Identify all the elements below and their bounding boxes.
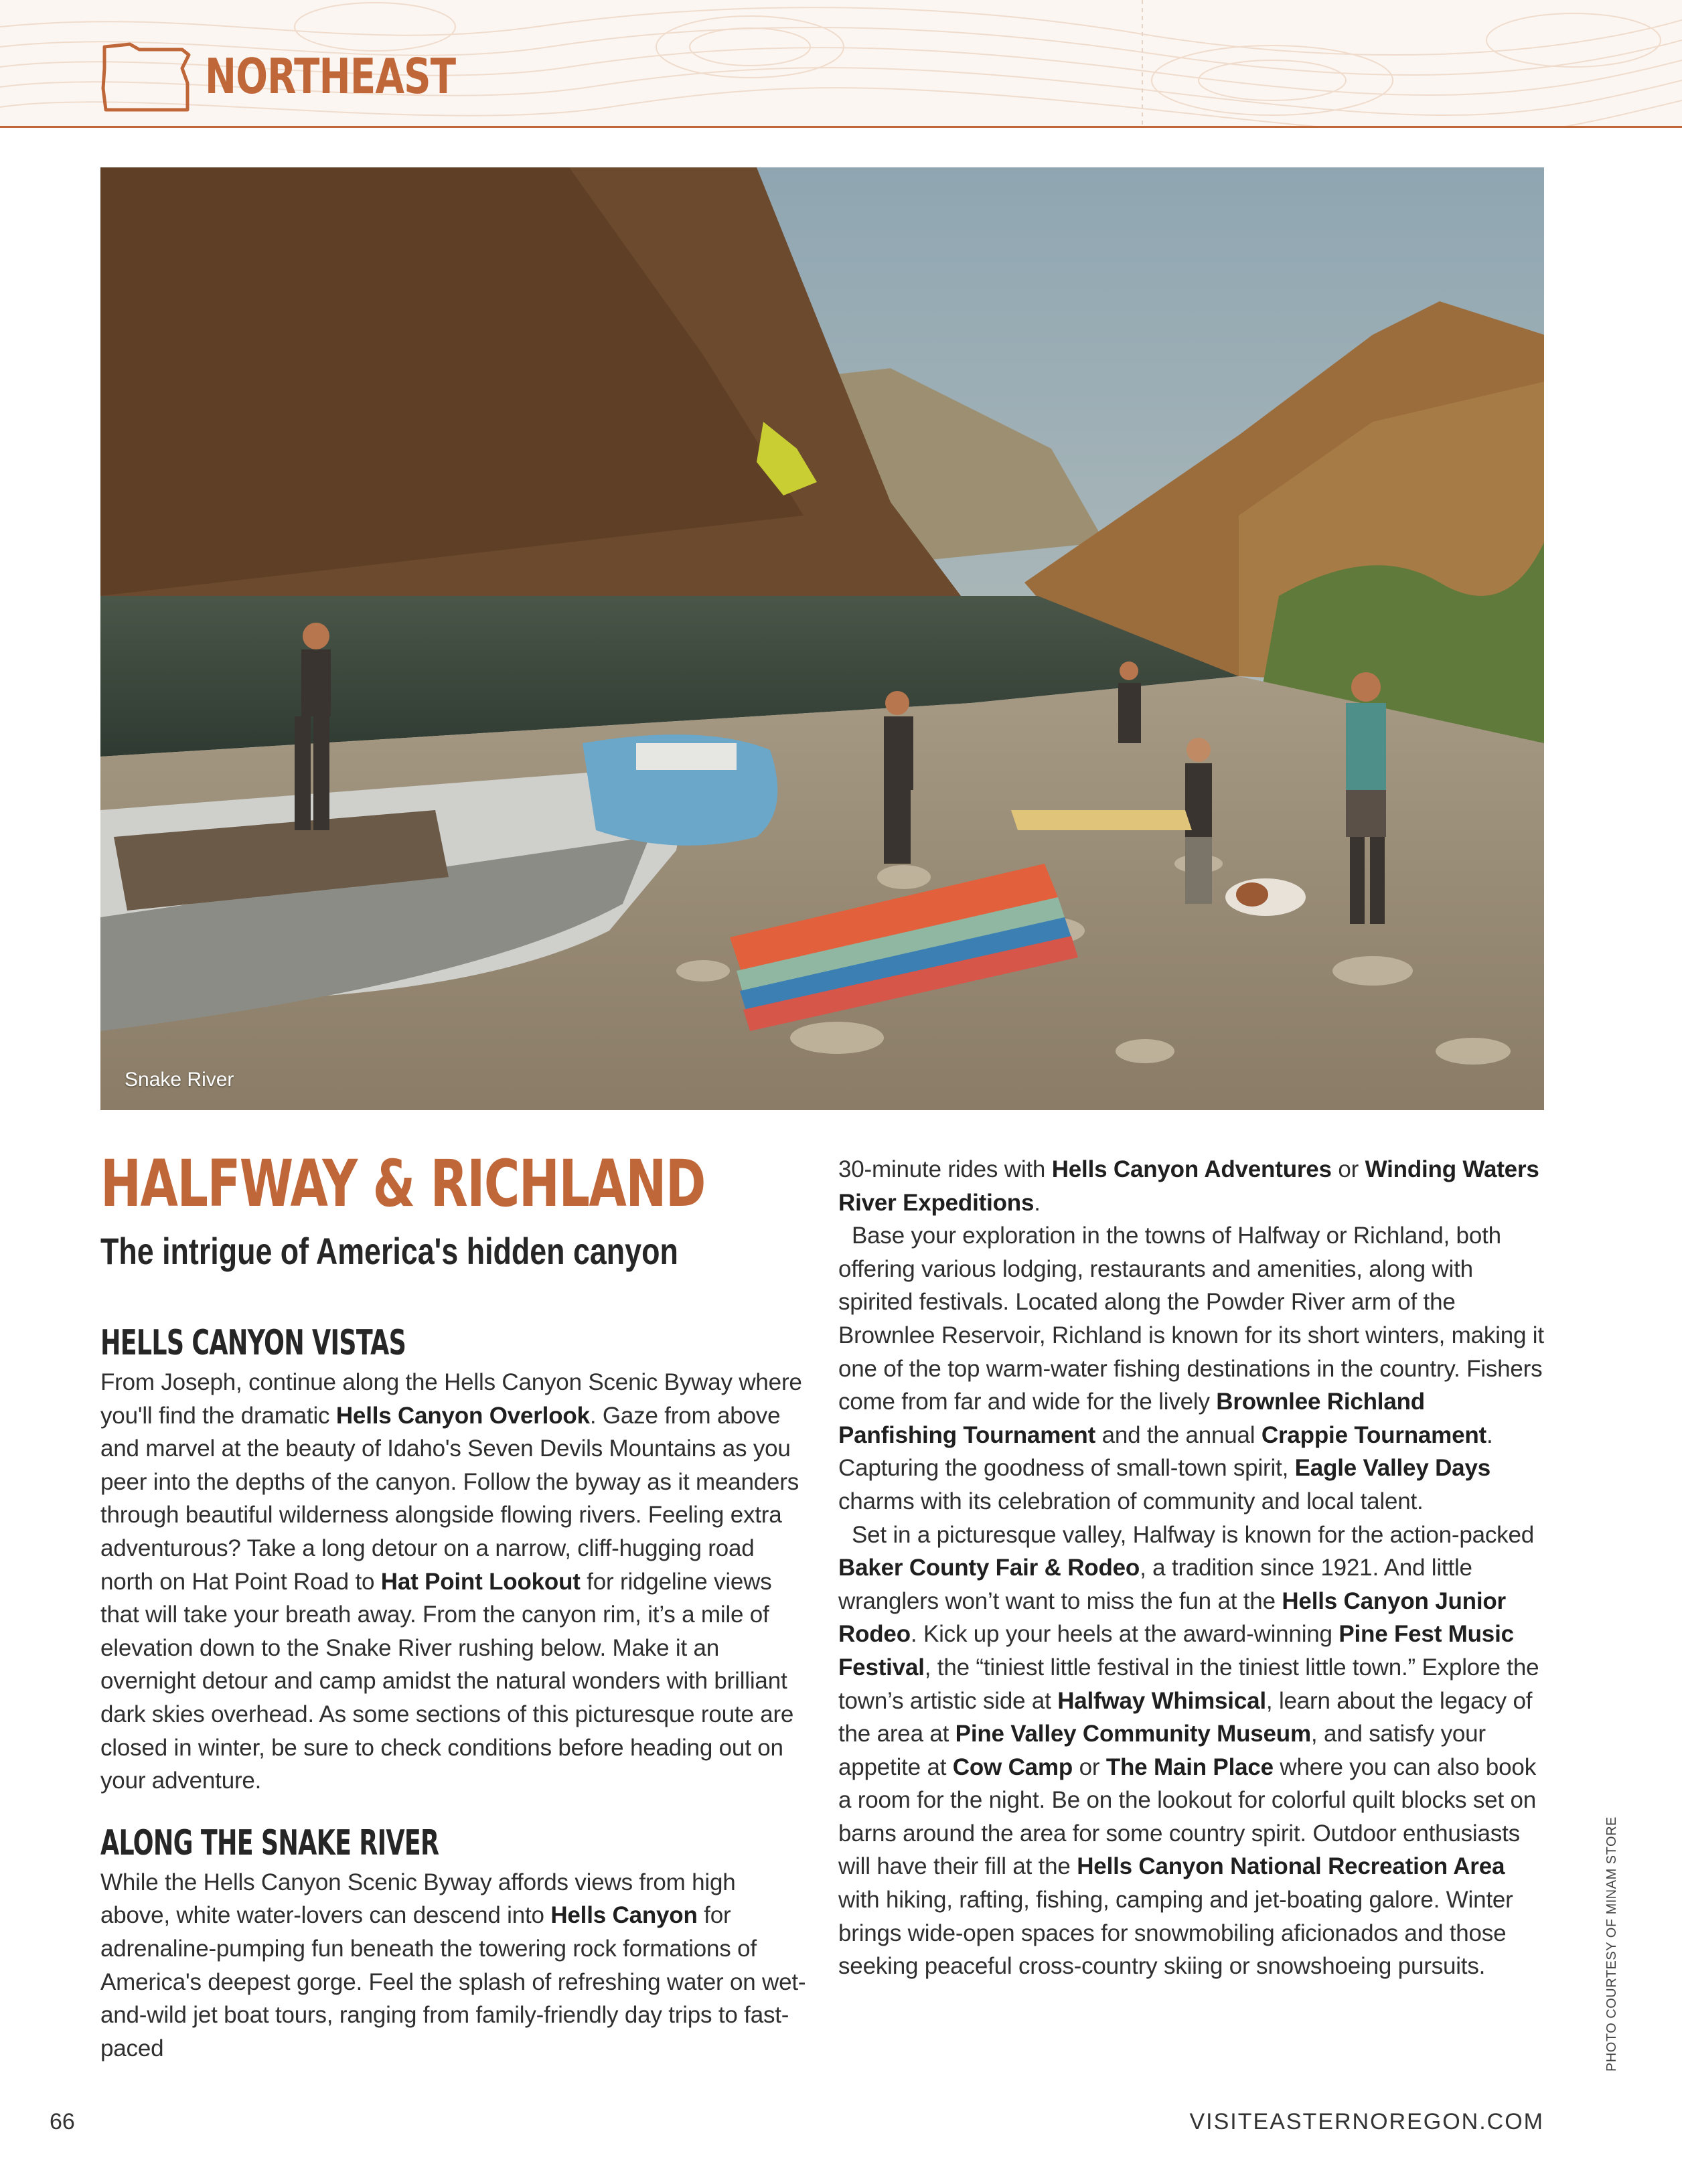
page-number: 66 bbox=[50, 2109, 75, 2134]
photo-credit: PHOTO COURTESY OF MINAM STORE bbox=[1604, 1816, 1619, 2072]
place-name: Hells Canyon bbox=[550, 1902, 698, 1929]
article-right-column bbox=[838, 1153, 1548, 1983]
event-name: Hells Canyon Junior Rodeo bbox=[838, 1587, 1506, 1648]
business-name: Hells Canyon Adventures bbox=[1051, 1156, 1332, 1182]
place-name: The Main Place bbox=[1105, 1753, 1274, 1780]
paragraph-richland: Base your exploration in the towns of Halfway or Richland, both offering various lodging, restaurants and amenities, along with spirited festivals. Located along the Powder River arm of the Brownlee Reservoir, Richland is known for its short winters, making it one of the top warm-water fishing destinations in the country. Fishers come from far and wide for the lively Brownlee Richland Panfishing Tournament and the annual Crappie Tournament. Capturing the goodness of small-town spirit, Eagle Valley Days charms with its celebration of community and local talent. bbox=[838, 1223, 1544, 1514]
event-name: Crappie Tournament bbox=[1261, 1421, 1486, 1448]
hero-photo bbox=[100, 167, 1544, 1110]
article-left-column bbox=[100, 1138, 810, 2065]
photo-caption: Snake River bbox=[125, 1069, 234, 1091]
paragraph-along-the-snake-river: While the Hells Canyon Scenic Byway affords views from high above, white water-lovers can descend into Hells Canyon for adrenaline-pumping fun beneath the towering rock formations of America's deepest gorge. Feel the splash of refreshing water on wet-and-wild jet boat tours, ranging from family-friendly day trips to fast-paced bbox=[100, 1869, 806, 2061]
event-name: Brownlee Richland Panfishing Tournament bbox=[838, 1389, 1425, 1448]
website-url: VISITEASTERNOREGON.COM bbox=[1189, 2109, 1544, 2134]
paragraph-hells-canyon-vistas: From Joseph, continue along the Hells Canyon Scenic Byway where you'll find the dramatic Hells Canyon Overlook. Gaze from above and marvel at the beauty of Idaho's Seven Devils Mountains as you peer into the depths of the canyon. Follow the byway as it meanders through beautiful wilderness alongside flowing rivers. Feeling extra adventurous? Take a long detour on a narrow, cliff-hugging road north on Hat Point Road to Hat Point Lookout for ridgeline views that will take your breath away. From the canyon rim, it’s a mile of elevation down to the Snake River rushing below. Make it an overnight detour and camp amidst the natural wonders with brilliant dark skies overhead. As some sections of this picturesque route are closed in winter, be sure to check conditions before heading out on your adventure. bbox=[100, 1369, 802, 1794]
oregon-state-outline-icon bbox=[100, 42, 192, 114]
place-name: Hells Canyon Overlook bbox=[335, 1402, 590, 1429]
business-name: Winding Waters River Expeditions bbox=[838, 1156, 1539, 1216]
event-name: Pine Fest Music Festival bbox=[838, 1621, 1514, 1681]
article-title: HALFWAY & RICHLAND bbox=[100, 1146, 705, 1221]
event-name: Eagle Valley Days bbox=[1294, 1455, 1490, 1482]
section-name: NORTHEAST bbox=[205, 48, 456, 104]
place-name: Cow Camp bbox=[952, 1753, 1073, 1780]
snake-river-scene bbox=[100, 167, 1544, 1110]
section-heading-along-the-snake-river: ALONG THE SNAKE RIVER bbox=[100, 1822, 439, 1863]
paragraph-jet-boat-continued: 30-minute rides with Hells Canyon Adventures or Winding Waters River Expeditions. bbox=[838, 1156, 1539, 1216]
article-subtitle: The intrigue of America's hidden canyon bbox=[100, 1230, 678, 1272]
event-name: Baker County Fair & Rodeo bbox=[838, 1555, 1140, 1581]
section-heading-hells-canyon-vistas: HELLS CANYON VISTAS bbox=[100, 1323, 406, 1363]
place-name: Hat Point Lookout bbox=[380, 1568, 581, 1595]
place-name: Hells Canyon National Recreation Area bbox=[1077, 1853, 1505, 1880]
place-name: Halfway Whimsical bbox=[1057, 1687, 1266, 1714]
place-name: Pine Valley Community Museum bbox=[955, 1721, 1311, 1747]
page-header bbox=[0, 0, 1682, 128]
paragraph-halfway: Set in a picturesque valley, Halfway is known for the action-packed Baker County Fair & Rodeo, a tradition since 1921. And little wranglers won’t want to miss the fun at the Hells Canyon Junior Rodeo. Kick up your heels at the award-winning Pine Fest Music Festival, the “tiniest little festival in the tiniest little town.” Explore the town’s artistic side at Halfway Whimsical, learn about the legacy of the area at Pine Valley Community Museum, and satisfy your appetite at Cow Camp or The Main Place where you can also book a room for the night. Be on the lookout for colorful quilt blocks set on barns around the area for some country spirit. Outdoor enthusiasts will have their fill at the Hells Canyon National Recreation Area with hiking, rafting, fishing, camping and jet-boating galore. Winter brings wide-open spaces for snowmobiling aficionados and those seeking peaceful cross-country skiing or snowshoeing pursuits. bbox=[838, 1521, 1539, 1980]
